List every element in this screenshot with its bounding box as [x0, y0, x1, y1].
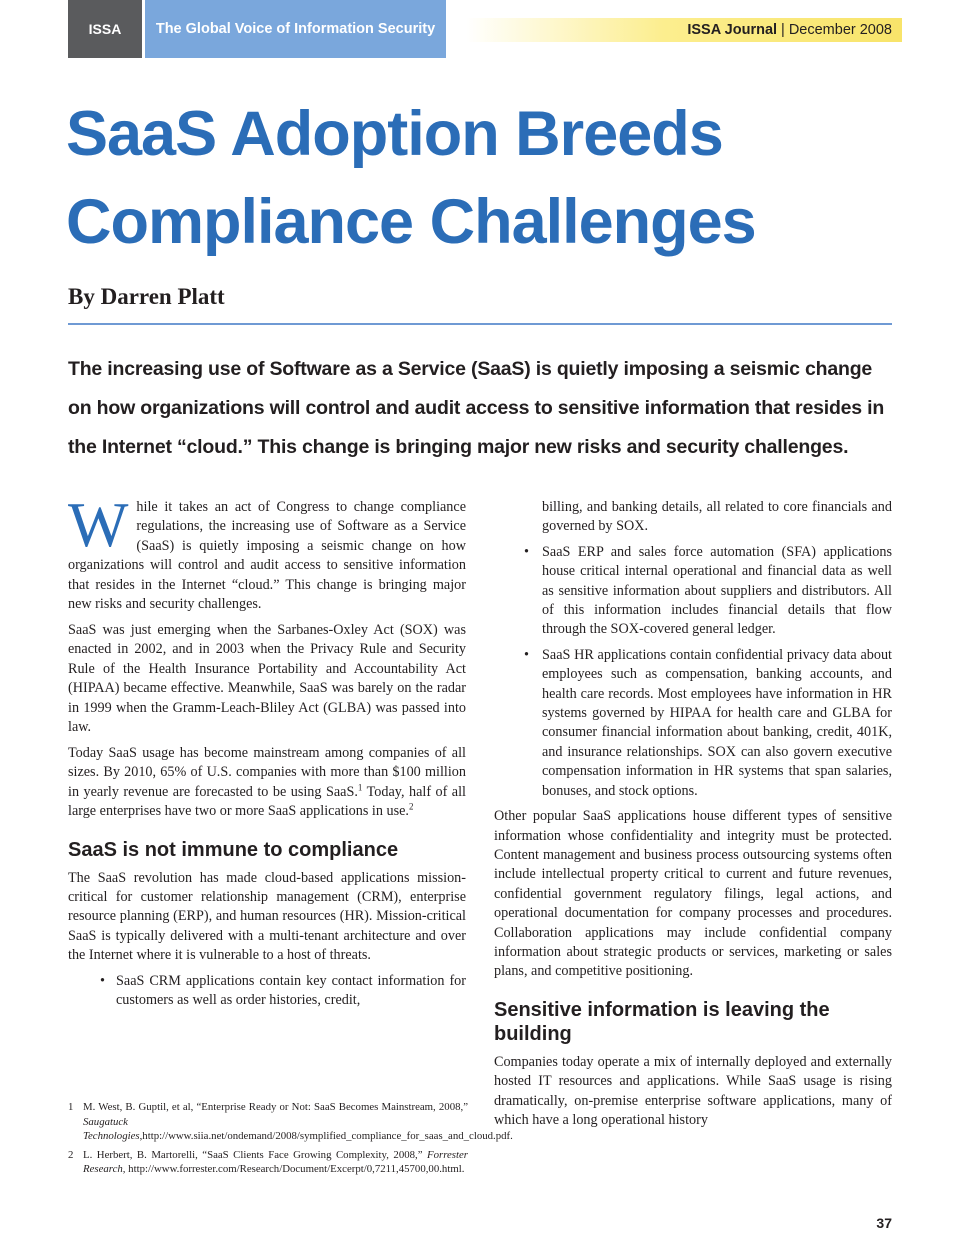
header-journal-issue [466, 18, 902, 42]
paragraph-text: Today SaaS usage has become mainstream among companies of all sizes. By 2010, 65% of U.S. companies with more than $100 million in yearly revenue are forecasted to be using SaaS. [68, 744, 466, 800]
issue-date: December 2008 [788, 22, 892, 38]
footnote [68, 1100, 513, 1144]
title-divider [68, 323, 892, 325]
list-item [494, 543, 892, 640]
paragraph: The SaaS revolution has made cloud-based applications mission-critical for customer relationship management (CRM), enterprise resource planning (ERP), and human resources (HR). Mission-critical SaaS is typically delivered with a multi-tenant architecture and over the Internet where it is vulnerable to a host of threats. [68, 869, 466, 964]
list-item-text: SaaS ERP and sales force automation (SFA) applications house critical internal operational and financial data as well as sensitive information about suppliers and distributors. All of this information includes financial details that flow through the SOX-covered general ledger. [542, 543, 892, 638]
title-line-1: SaaS Adoption Breeds [66, 99, 723, 169]
header-tagline: The Global Voice of Information Security [145, 0, 446, 58]
footnote-number: 2 [68, 1148, 74, 1161]
paragraph: Companies today operate a mix of internally deployed and externally hosted IT resources and applications. While SaaS usage is rising dramatically, on-premise enterprise software applications, many of which have a long operational history [494, 1053, 892, 1128]
footnote-link: ,http://www.siia.net/ondemand/2008/symplified_compliance_for_saas_and_cloud.pdf. [139, 1130, 513, 1142]
byline: By Darren Platt [68, 284, 225, 309]
paragraph: SaaS was just emerging when the Sarbanes-Oxley Act (SOX) was enacted in 2002, and in 2003 when the Privacy Rule and Security Rule of the Health Insurance Portability and Accountability Act (HIPAA) became effective. Meanwhile, SaaS was barely on the radar in 1999 when the Gramm-Leach-Bliley Act (GLBA) was passed into law. [68, 621, 466, 735]
paragraph: Other popular SaaS applications house different types of sensitive information whose confidentiality and integrity must be protected. Content management and business process outsourcing systems often include intellectual property critical to current and future revenues, confidential government regulatory filings, legal actions, and operational documentation for company processes and procedures. Collaboration applications may include confidential company information about strategic products or services, marketing or sales plans, and competitive positioning. [494, 808, 892, 980]
footnote-source: Forrester Research, [83, 1148, 468, 1175]
footnote-ref-2: 2 [408, 801, 414, 812]
page-header [0, 0, 960, 58]
section-heading: Sensitive information is leaving the building [494, 998, 830, 1045]
right-column [494, 498, 892, 1137]
list-item-text: billing, and banking details, all related to core financials and governed by SOX. [542, 499, 892, 535]
page-number: 37 [876, 1215, 892, 1231]
left-column [68, 489, 466, 1017]
bullet-list [494, 498, 892, 801]
list-item-text: SaaS HR applications contain confidential privacy data about employees such as compensation, banking accounts, and health care records. Most employees have information in HR systems governed by HIPAA for health care and GLBA for consumer financial information about banking, credit, 401K, and insurance relationships. SOX can also govern executive compensation information in HR systems that span salaries, bonuses, and stock options. [542, 646, 892, 799]
footnotes [68, 1100, 513, 1181]
section-heading: SaaS is not immune to compliance [68, 838, 399, 861]
intro-paragraph [68, 489, 466, 614]
journal-name: ISSA Journal [687, 22, 778, 38]
paragraph-text: Today, half of all large enterprises have two or more SaaS applications in use. [68, 783, 466, 820]
footnote-number: 1 [68, 1101, 74, 1113]
footnote-text: L. Herbert, B. Martorelli, “SaaS Clients Face Growing Complexity, 2008,” [83, 1148, 428, 1161]
footnote-link: http://www.forrester.com/Research/Document/Excerpt/0,7211,45700,00.html. [125, 1163, 465, 1175]
paragraph [68, 744, 466, 822]
title-line-2: Compliance Challenges [66, 187, 756, 257]
list-item [68, 972, 466, 1011]
list-item [494, 646, 892, 801]
bullet-list [68, 972, 466, 1011]
bullet-icon: • [100, 973, 105, 990]
list-item-text: SaaS CRM applications contain key contact information for customers as well as order histories, credit, [116, 973, 466, 1009]
header-separator: | [781, 22, 785, 38]
list-item-continued [494, 498, 892, 537]
article-dek: The increasing use of Software as a Service (SaaS) is quietly imposing a seismic change on how organizations will control and audit access to sensitive information that resides in the Internet “cloud.” This change is bringing major new risks and security challenges. [68, 358, 885, 458]
footnote-text: M. West, B. Guptil, et al, “Enterprise Ready or Not: SaaS Becomes Mainstream, 2008,” [83, 1101, 468, 1113]
bullet-icon: • [524, 646, 529, 663]
footnote [68, 1148, 468, 1177]
header-org: ISSA [68, 0, 142, 58]
drop-cap: W [68, 489, 129, 560]
article-title [66, 90, 896, 266]
footnote-source: Saugatuck Technologies [83, 1115, 140, 1142]
footnote-ref-1: 1 [357, 781, 363, 792]
intro-text: hile it takes an act of Congress to change compliance regulations, the increasing use of Software as a Service (SaaS) is quietly imposing a seismic change on how organizations will control and audit access to sensitive information that resides in the Internet “cloud.” This change is bringing major new risks and security challenges. [68, 499, 466, 613]
bullet-icon: • [524, 543, 529, 560]
